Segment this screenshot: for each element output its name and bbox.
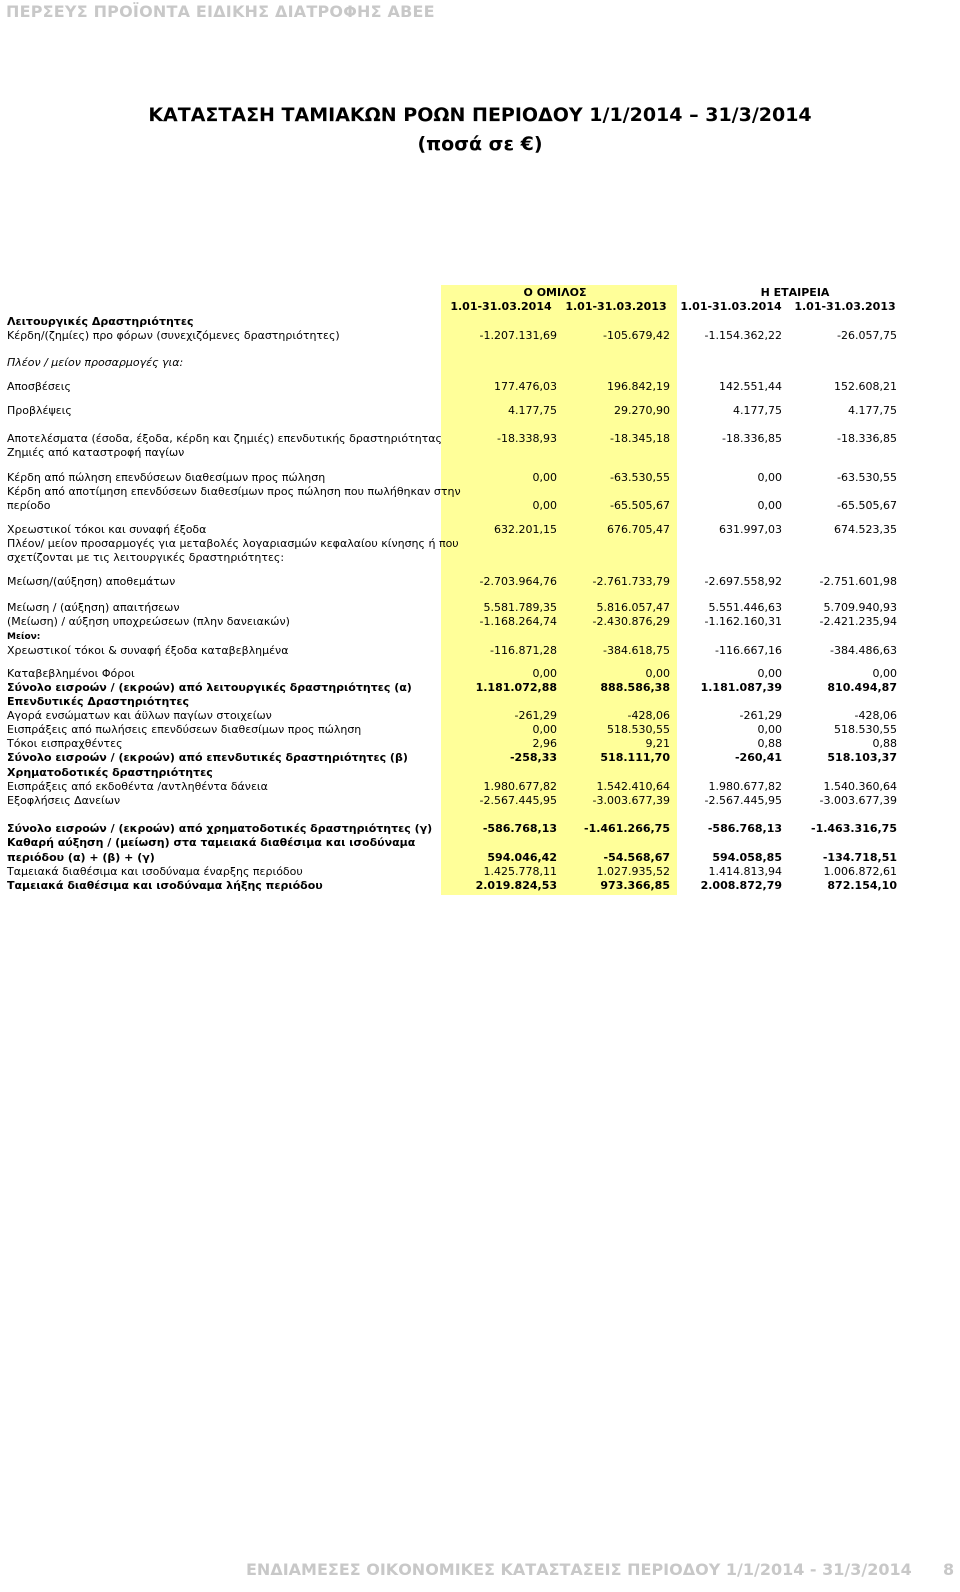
company-header: ΠΕΡΣΕΥΣ ΠΡΟΪΟΝΤΑ ΕΙΔΙΚΗΣ ΔΙΑΤΡΟΦΗΣ ΑΒΕΕ — [6, 2, 435, 21]
row-label: Σύνολο εισροών / (εκροών) από χρηματοδοτικές δραστηριότητες (γ) — [7, 822, 433, 835]
row-value: 518.530,55 — [607, 723, 670, 736]
row-value: 0,00 — [872, 667, 897, 680]
row-value: 5.551.446,63 — [708, 601, 782, 614]
row-value: 594.058,85 — [712, 851, 782, 864]
row-label: Ζημιές από καταστροφή παγίων — [7, 446, 185, 459]
row-value: -1.168.264,74 — [479, 615, 557, 628]
page-number: 8 — [943, 1560, 955, 1579]
row-label: Καταβεβλημένοι Φόροι — [7, 667, 135, 680]
row-value: 152.608,21 — [834, 380, 897, 393]
row-value: 1.181.072,88 — [475, 681, 557, 694]
row-value: 810.494,87 — [827, 681, 897, 694]
period-header: 1.01-31.03.2014 — [680, 300, 782, 313]
row-value: -384.618,75 — [603, 644, 670, 657]
row-value: -1.461.266,75 — [584, 822, 670, 835]
row-value: -1.207.131,69 — [479, 329, 557, 342]
row-label: Χρεωστικοί τόκοι & συναφή έξοδα καταβεβλημένα — [7, 644, 289, 657]
row-value: 2.008.872,79 — [700, 879, 782, 892]
row-value: -2.421.235,94 — [819, 615, 897, 628]
row-label: (Μείωση) / αύξηση υποχρεώσεων (πλην δανειακών) — [7, 615, 290, 628]
row-label: Εξοφλήσεις Δανείων — [7, 794, 121, 807]
row-value: 1.027.935,52 — [596, 865, 670, 878]
row-label: Κέρδη/(ζημίες) προ φόρων (συνεχιζόμενες δραστηριότητες) — [7, 329, 340, 342]
row-label: Κέρδη από πώληση επενδύσεων διαθεσίμων προς πώληση — [7, 471, 326, 484]
row-value: -3.003.677,39 — [819, 794, 897, 807]
row-value: -105.679,42 — [603, 329, 670, 342]
row-label: Ταμειακά διαθέσιμα και ισοδύναμα λήξης περιόδου — [7, 879, 323, 892]
page-subtitle-currency: (ποσά σε €) — [417, 133, 543, 155]
row-value: -586.768,13 — [707, 822, 782, 835]
row-label: Επενδυτικές Δραστηριότητες — [7, 695, 190, 708]
row-value: -63.530,55 — [610, 471, 670, 484]
row-value: 177.476,03 — [494, 380, 557, 393]
row-label: Πλέον / μείον προσαρμογές για: — [7, 356, 184, 369]
row-label: Εισπράξεις από πωλήσεις επενδύσεων διαθεσίμων προς πώληση — [7, 723, 362, 736]
row-label: Σύνολο εισροών / (εκροών) από λειτουργικές δραστηριότητες (α) — [7, 681, 412, 694]
row-value: 1.006.872,61 — [823, 865, 897, 878]
row-value: -428,06 — [627, 709, 670, 722]
row-value: 0,88 — [872, 737, 897, 750]
row-label: Μείωση/(αύξηση) αποθεμάτων — [7, 575, 176, 588]
row-value: 0,00 — [532, 723, 557, 736]
row-label: Αγορά ενσώματων και άϋλων παγίων στοιχείων — [7, 709, 272, 722]
row-value: 0,00 — [645, 667, 670, 680]
row-value: 0,00 — [757, 667, 782, 680]
row-value: -18.338,93 — [497, 432, 557, 445]
row-value: 0,00 — [757, 499, 782, 512]
row-value: 631.997,03 — [719, 523, 782, 536]
group-header-omilos: Ο ΟΜΙΛΟΣ — [523, 286, 587, 299]
row-value: -134.718,51 — [822, 851, 897, 864]
row-value: 1.980.677,82 — [708, 780, 782, 793]
period-header: 1.01-31.03.2013 — [794, 300, 896, 313]
row-value: 142.551,44 — [719, 380, 782, 393]
row-label: Σύνολο εισροών / (εκροών) από επενδυτικές δραστηριότητες (β) — [7, 751, 408, 764]
row-value: 632.201,15 — [494, 523, 557, 536]
row-value: -2.697.558,92 — [704, 575, 782, 588]
row-value: 4.177,75 — [733, 404, 782, 417]
row-value: 872.154,10 — [827, 879, 897, 892]
row-value: -65.505,67 — [837, 499, 897, 512]
row-value: -116.871,28 — [490, 644, 557, 657]
row-value: 674.523,35 — [834, 523, 897, 536]
row-value: -65.505,67 — [610, 499, 670, 512]
row-value: 0,00 — [532, 471, 557, 484]
row-value: 0,00 — [757, 471, 782, 484]
row-value: 4.177,75 — [848, 404, 897, 417]
row-value: -2.430.876,29 — [592, 615, 670, 628]
row-value: 29.270,90 — [614, 404, 670, 417]
row-value: -1.162.160,31 — [704, 615, 782, 628]
row-value: -3.003.677,39 — [592, 794, 670, 807]
row-value: -2.567.445,95 — [479, 794, 557, 807]
row-label: περιόδου (α) + (β) + (γ) — [7, 851, 155, 864]
row-value: 5.709.940,93 — [823, 601, 897, 614]
row-value: -261,29 — [739, 709, 782, 722]
row-value: 2.019.824,53 — [475, 879, 557, 892]
row-value: 888.586,38 — [600, 681, 670, 694]
row-value: -18.345,18 — [610, 432, 670, 445]
row-value: -63.530,55 — [837, 471, 897, 484]
row-label: Αποσβέσεις — [7, 380, 71, 393]
row-value: -586.768,13 — [482, 822, 557, 835]
row-label: περίοδο — [7, 499, 51, 512]
row-value: 4.177,75 — [508, 404, 557, 417]
row-label: Προβλέψεις — [7, 404, 72, 417]
row-label: σχετίζονται με τις λειτουργικές δραστηριότητες: — [7, 551, 285, 564]
row-value: 518.103,37 — [827, 751, 897, 764]
row-label: Χρηματοδοτικές δραστηριότητες — [7, 766, 213, 779]
row-label: Κέρδη από αποτίμηση επενδύσεων διαθεσίμων προς πώληση που πωλήθηκαν στην — [7, 485, 461, 498]
row-value: 518.530,55 — [834, 723, 897, 736]
period-header: 1.01-31.03.2013 — [565, 300, 667, 313]
row-label: Εισπράξεις από εκδοθέντα /αντληθέντα δάνεια — [7, 780, 268, 793]
row-value: -384.486,63 — [830, 644, 897, 657]
row-value: 1.414.813,94 — [708, 865, 782, 878]
period-header: 1.01-31.03.2014 — [450, 300, 552, 313]
row-value: -2.703.964,76 — [479, 575, 557, 588]
row-label: Αποτελέσματα (έσοδα, έξοδα, κέρδη και ζημιές) επενδυτικής δραστηριότητας — [7, 432, 443, 445]
row-label: Λειτουργικές Δραστηριότητες — [7, 315, 194, 328]
row-value: -428,06 — [854, 709, 897, 722]
row-value: 1.181.087,39 — [700, 681, 782, 694]
row-value: 0,88 — [757, 737, 782, 750]
row-value: 5.816.057,47 — [596, 601, 670, 614]
footer-text: ΕΝΔΙΑΜΕΣΕΣ ΟΙΚΟΝΟΜΙΚΕΣ ΚΑΤΑΣΤΑΣΕΙΣ ΠΕΡΙΟΔΟΥ 1/1/2014 - 31/3/2014 — [246, 1560, 912, 1579]
row-value: 5.581.789,35 — [483, 601, 557, 614]
row-value: -258,33 — [509, 751, 557, 764]
row-value: 9,21 — [645, 737, 670, 750]
row-value: -54.568,67 — [603, 851, 670, 864]
group-header-etaireia: Η ΕΤΑΙΡΕΙΑ — [760, 286, 830, 299]
row-value: -2.761.733,79 — [592, 575, 670, 588]
row-value: -116.667,16 — [715, 644, 782, 657]
row-value: 1.425.778,11 — [483, 865, 557, 878]
row-value: 1.540.360,64 — [823, 780, 897, 793]
page-title: ΚΑΤΑΣΤΑΣΗ ΤΑΜΙΑΚΩΝ ΡΟΩΝ ΠΕΡΙΟΔΟΥ 1/1/2014 – 31/3/2014 — [148, 104, 812, 126]
row-value: 0,00 — [532, 667, 557, 680]
row-value: -18.336,85 — [722, 432, 782, 445]
row-value: -18.336,85 — [837, 432, 897, 445]
row-value: 1.980.677,82 — [483, 780, 557, 793]
row-label: Μείωση / (αύξηση) απαιτήσεων — [7, 601, 180, 614]
row-value: -260,41 — [734, 751, 782, 764]
row-label: Καθαρή αύξηση / (μείωση) στα ταμειακά διαθέσιμα και ισοδύναμα — [7, 836, 416, 849]
row-value: 518.111,70 — [600, 751, 670, 764]
row-label: Χρεωστικοί τόκοι και συναφή έξοδα — [7, 523, 207, 536]
row-value: -1.154.362,22 — [704, 329, 782, 342]
row-value: -2.567.445,95 — [704, 794, 782, 807]
row-value: -2.751.601,98 — [819, 575, 897, 588]
row-value: 676.705,47 — [607, 523, 670, 536]
row-label: Ταμειακά διαθέσιμα και ισοδύναμα έναρξης περιόδου — [7, 865, 303, 878]
row-value: 0,00 — [757, 723, 782, 736]
row-value: 594.046,42 — [487, 851, 557, 864]
row-value: 196.842,19 — [607, 380, 670, 393]
row-value: 0,00 — [532, 499, 557, 512]
row-value: -261,29 — [514, 709, 557, 722]
row-label: Μείον: — [7, 632, 41, 642]
row-label: Τόκοι εισπραχθέντες — [7, 737, 123, 750]
row-label: Πλέον/ μείον προσαρμογές για μεταβολές λογαριασμών κεφαλαίου κίνησης ή που — [7, 537, 459, 550]
row-value: -1.463.316,75 — [811, 822, 897, 835]
row-value: -26.057,75 — [837, 329, 897, 342]
row-value: 2,96 — [532, 737, 557, 750]
row-value: 973.366,85 — [600, 879, 670, 892]
row-value: 1.542.410,64 — [596, 780, 670, 793]
